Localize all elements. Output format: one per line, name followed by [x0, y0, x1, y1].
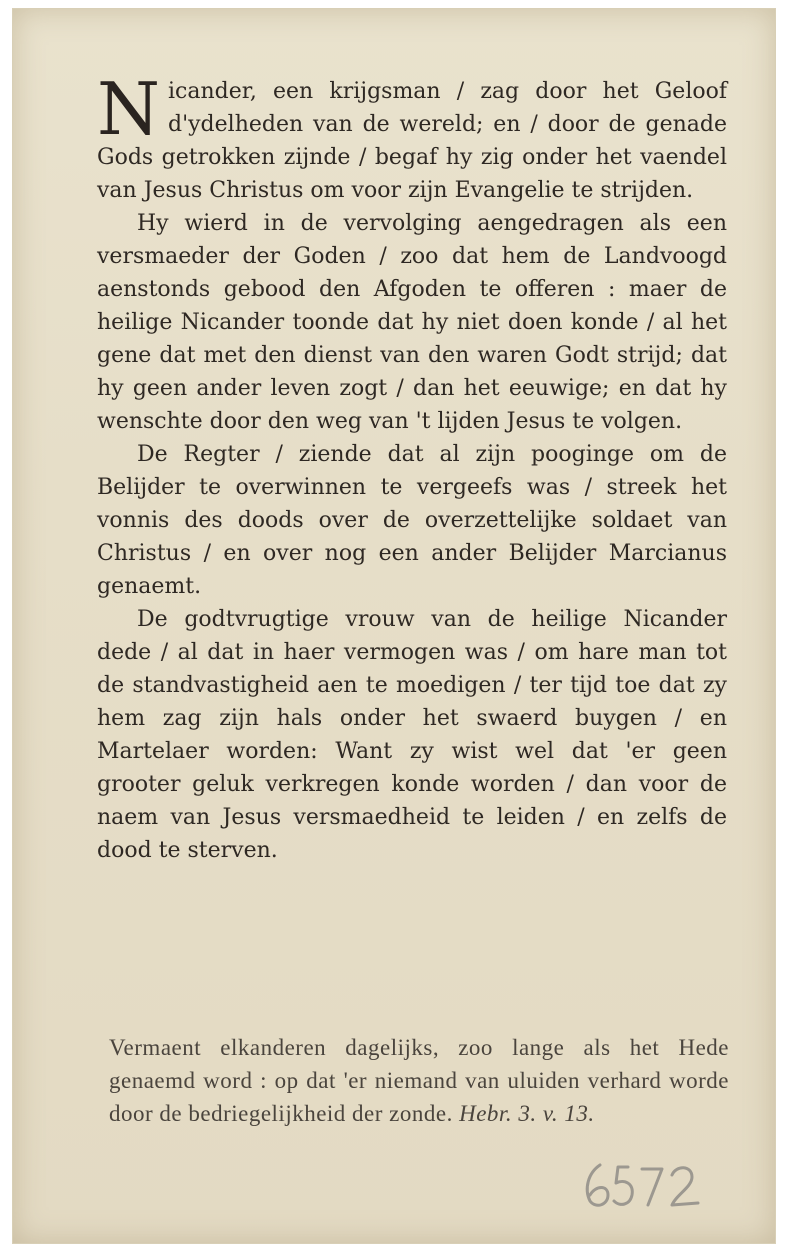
paragraph-3: De Regter / ziende dat al zijn pooginge om de Belijder te overwinnen te vergeefs was / streek het vonnis des doods over de overzettelijke soldaet van Christus / en over nog een ander Belijder Marcianus genaemt. [97, 442, 727, 599]
footer-reference: Hebr. 3. v. 13. [459, 1101, 595, 1126]
paragraph-1 [97, 67, 727, 207]
paragraph-1-text: icander, een krijgsman / zag door het Geloof d'ydelheden van de wereld; en / door de genade Gods getrokken zijnde / begaf hy zig onder het vaendel van Jesus Christus om voor zijn Evangelie te strijden. [97, 79, 727, 203]
handwritten-number [578, 1155, 708, 1215]
main-text [97, 67, 727, 867]
handwritten-number-drawing [578, 1155, 708, 1215]
footer-quote [109, 1031, 729, 1130]
drop-cap: N [97, 67, 160, 151]
paragraph-4: De godtvrugtige vrouw van de heilige Nicander dede / al dat in haer vermogen was / om hare man tot de standvastigheid aen te moedigen / ter tijd toe dat zy hem zag zijn hals onder het swaerd buygen / en Martelaer worden: Want zy wist wel dat 'er geen grooter geluk verkregen konde worden / dan voor de naem van Jesus versmaedheid te leiden / en zelfs de dood te sterven. [97, 607, 727, 863]
paper-sheet [12, 8, 776, 1244]
paragraph-2: Hy wierd in de vervolging aengedragen als een versmaeder der Goden / zoo dat hem de Landvoogd aenstonds gebood den Afgoden te offeren : maer de heilige Nicander toonde dat hy niet doen konde / al het gene dat met den dienst van den waren Godt strijd; dat hy geen ander leven zogt / dan het eeuwige; en dat hy wenschte door den weg van 't lijden Jesus te volgen. [97, 211, 727, 434]
footer-text: Vermaent elkanderen dagelijks, zoo lange als het Hede genaemd word : op dat 'er niemand van uluiden verhard worde door de bedriegelijkheid der zonde. [109, 1035, 729, 1126]
